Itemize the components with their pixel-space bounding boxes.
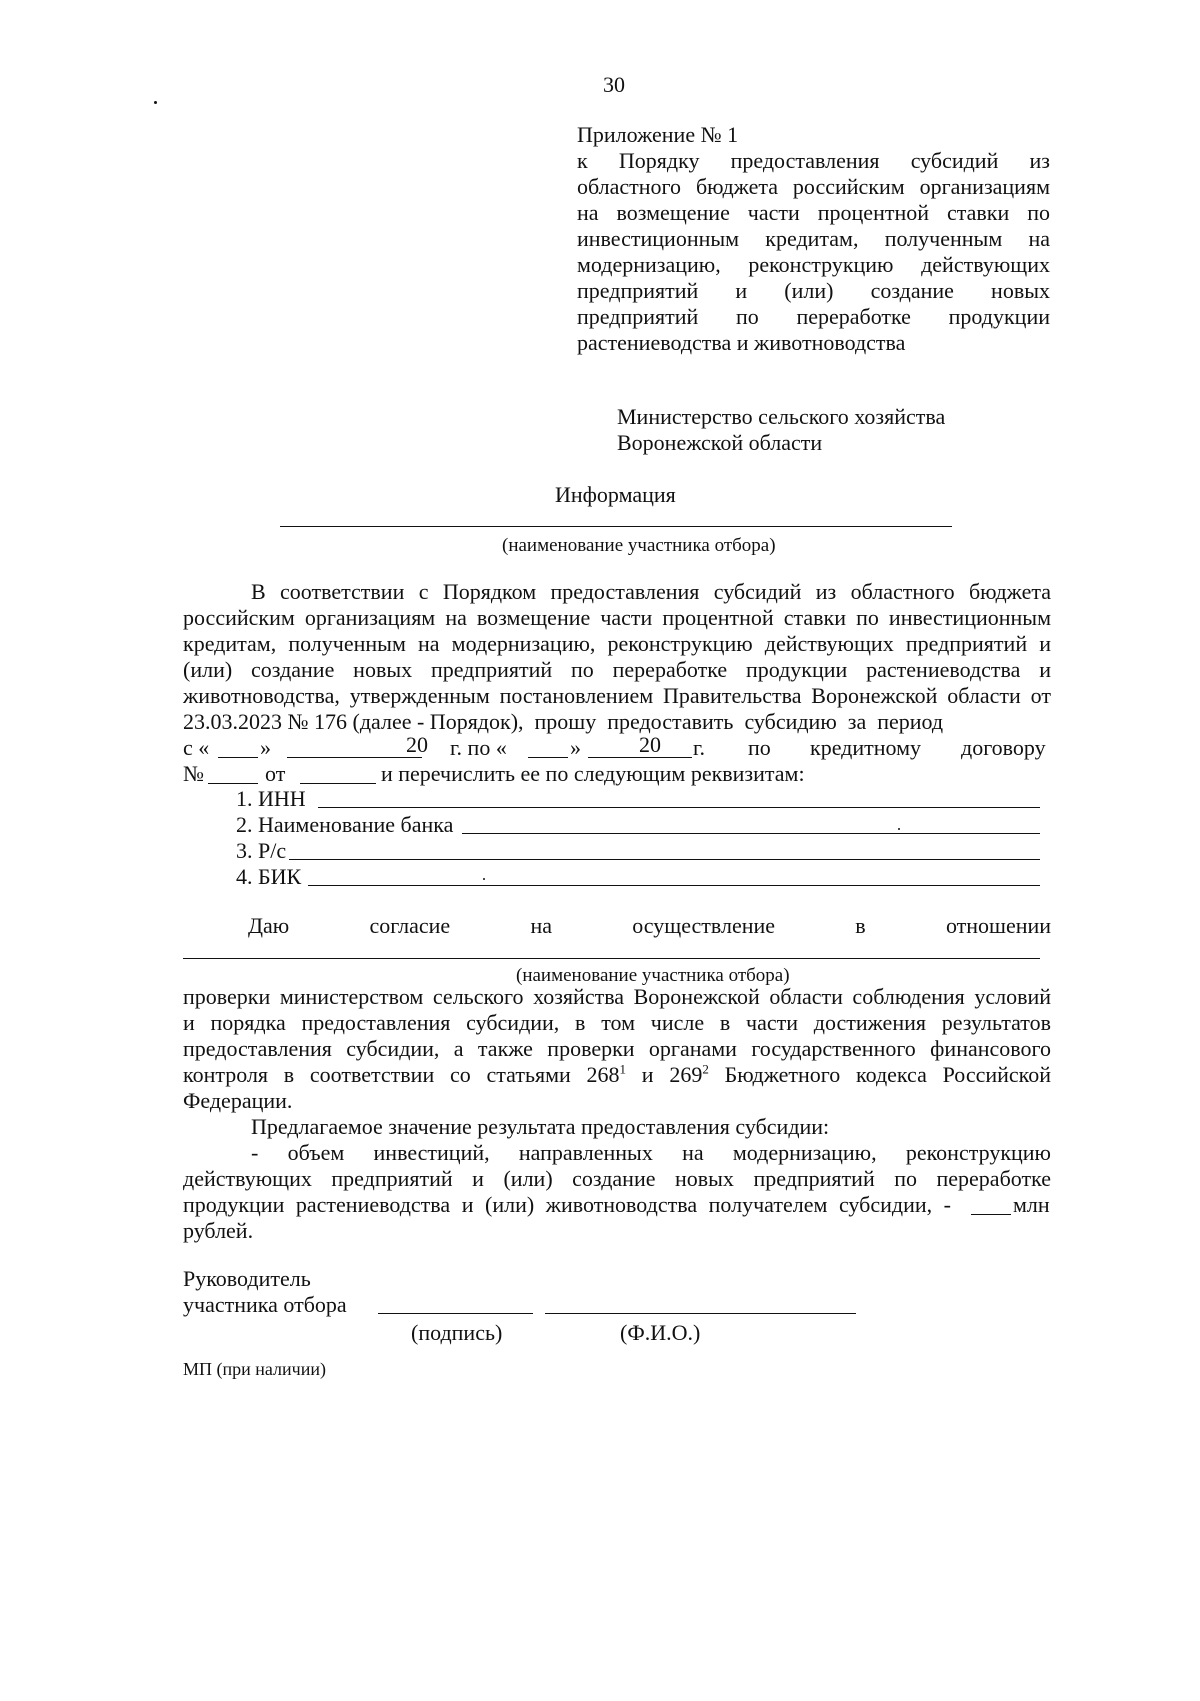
bik-field[interactable] (308, 885, 1040, 886)
main-paragraph (183, 579, 1051, 735)
paragraph-line: 23.03.2023 № 176 (далее - Порядок), прошу предоставить субсидию за период (183, 709, 944, 734)
unit-label: млн (1013, 1192, 1050, 1217)
fio-field[interactable] (545, 1313, 856, 1314)
word-from: от (265, 761, 286, 786)
paragraph-line: (или) создание новых предприятий по переработке продукции растениеводства и (183, 657, 1051, 682)
text-fragment: и 269 (626, 1062, 703, 1087)
appendix-line: инвестиционным кредитам, полученным на (577, 226, 1050, 251)
participant-name-line (280, 526, 952, 527)
appendix-title: Приложение № 1 (577, 122, 739, 147)
paragraph-line: кредитам, полученным на модернизацию, реконструкцию действующих предприятий и (183, 631, 1051, 656)
paragraph-line: проверки министерством сельского хозяйства Воронежской области соблюдения условий (183, 984, 1051, 1009)
fio-caption: (Ф.И.О.) (620, 1320, 701, 1345)
appendix-line: предприятий и (или) создание новых (577, 278, 1050, 303)
year-prefix: 20 (639, 732, 661, 757)
consent-paragraph (183, 984, 1051, 1114)
paragraph-line: предоставления субсидии, а также проверки органами государственного финансового (183, 1036, 1051, 1061)
period-from-label: с « (183, 735, 210, 760)
consent-caption: (наименование участника отбора) (516, 965, 790, 986)
appendix-line: растениеводства и животноводства (577, 330, 906, 355)
word-credit: кредитному (810, 735, 922, 760)
text-fragment: Бюджетного кодекса Российской (708, 1062, 1052, 1087)
bank-name-label: 2. Наименование банка (236, 812, 454, 837)
appendix-line: модернизацию, реконструкцию действующих (577, 252, 1050, 277)
result-paragraph (183, 1140, 1051, 1244)
appendix-line: к Порядку предоставления субсидий из (577, 148, 1050, 173)
quote-close: » (570, 735, 581, 760)
page-number: 30 (603, 72, 625, 97)
addressee-block (617, 404, 945, 456)
paragraph-line: российским организациям на возмещение части процентной ставки по инвестиционным (183, 605, 1051, 630)
number-sign: № (183, 761, 204, 786)
addressee-line: Воронежской области (617, 430, 823, 455)
account-label: 3. Р/с (236, 838, 287, 863)
superscript: 2 (702, 1061, 709, 1077)
consent-word: на (530, 913, 552, 938)
document-title: Информация (555, 482, 676, 507)
paragraph-line (183, 1062, 1051, 1088)
investment-value-blank[interactable] (971, 1214, 1011, 1215)
head-label: Руководитель (183, 1266, 311, 1291)
scan-speck (483, 878, 485, 880)
appendix-line: предприятий по переработке продукции (577, 304, 1050, 329)
appendix-line: областного бюджета российским организациям (577, 174, 1050, 199)
year-suffix: г. (693, 735, 706, 760)
bank-name-field[interactable] (462, 833, 1040, 834)
consent-participant-line[interactable] (183, 958, 1040, 959)
paragraph-line: В соответствии с Порядком предоставления субсидий из областного бюджета (251, 579, 1051, 604)
day-from-blank[interactable] (218, 757, 258, 758)
head-label: участника отбора (183, 1292, 347, 1317)
paragraph-line: Федерации. (183, 1088, 293, 1113)
month-from-blank[interactable] (287, 757, 422, 758)
paragraph-line: и порядка предоставления субсидии, в том числе в части достижения результатов (183, 1010, 1051, 1035)
day-to-blank[interactable] (528, 757, 568, 758)
quote-close: » (260, 735, 271, 760)
paragraph-line: - объем инвестиций, направленных на модернизацию, реконструкцию (251, 1140, 1051, 1165)
superscript: 1 (619, 1061, 627, 1077)
inn-label: 1. ИНН (236, 786, 306, 811)
addressee-line: Министерство сельского хозяйства (617, 404, 946, 429)
result-title: Предлагаемое значение результата предоставления субсидии: (251, 1114, 830, 1139)
consent-line (248, 913, 1051, 939)
inn-field[interactable] (318, 807, 1040, 808)
participant-caption: (наименование участника отбора) (502, 535, 776, 556)
scan-speck (898, 828, 900, 830)
paragraph-line: рублей. (183, 1218, 254, 1243)
account-field[interactable] (289, 859, 1040, 860)
contract-number-blank[interactable] (208, 783, 258, 784)
requisites-intro: и перечислить ее по следующим реквизитам: (381, 761, 805, 786)
word-contract: договору (961, 735, 1046, 760)
paragraph-line (183, 1192, 1051, 1218)
appendix-line: на возмещение части процентной ставки по (577, 200, 1050, 225)
appendix-block (577, 122, 1050, 356)
consent-word: в (855, 913, 866, 938)
consent-word: осуществление (632, 913, 776, 938)
scan-speck (154, 101, 157, 104)
consent-word: согласие (369, 913, 451, 938)
stamp-note: МП (при наличии) (183, 1359, 326, 1379)
consent-word: Даю (248, 913, 290, 938)
signature-caption: (подпись) (411, 1320, 503, 1345)
word-po: по (748, 735, 771, 760)
signature-field[interactable] (378, 1313, 533, 1314)
paragraph-line: животноводства, утвержденным постановлением Правительства Воронежской области от (183, 683, 1051, 708)
text-fragment: контроля в соответствии со статьями 268 (183, 1062, 620, 1087)
period-to-label: г. по « (450, 735, 507, 760)
bik-label: 4. БИК (236, 864, 302, 889)
year-prefix: 20 (406, 732, 428, 757)
contract-date-blank[interactable] (300, 783, 376, 784)
text-fragment: продукции растениеводства и (или) животноводства получателем субсидии, - (183, 1192, 951, 1217)
consent-word: отношении (945, 913, 1052, 938)
paragraph-line: действующих предприятий и (или) создание новых предприятий по переработке (183, 1166, 1051, 1191)
